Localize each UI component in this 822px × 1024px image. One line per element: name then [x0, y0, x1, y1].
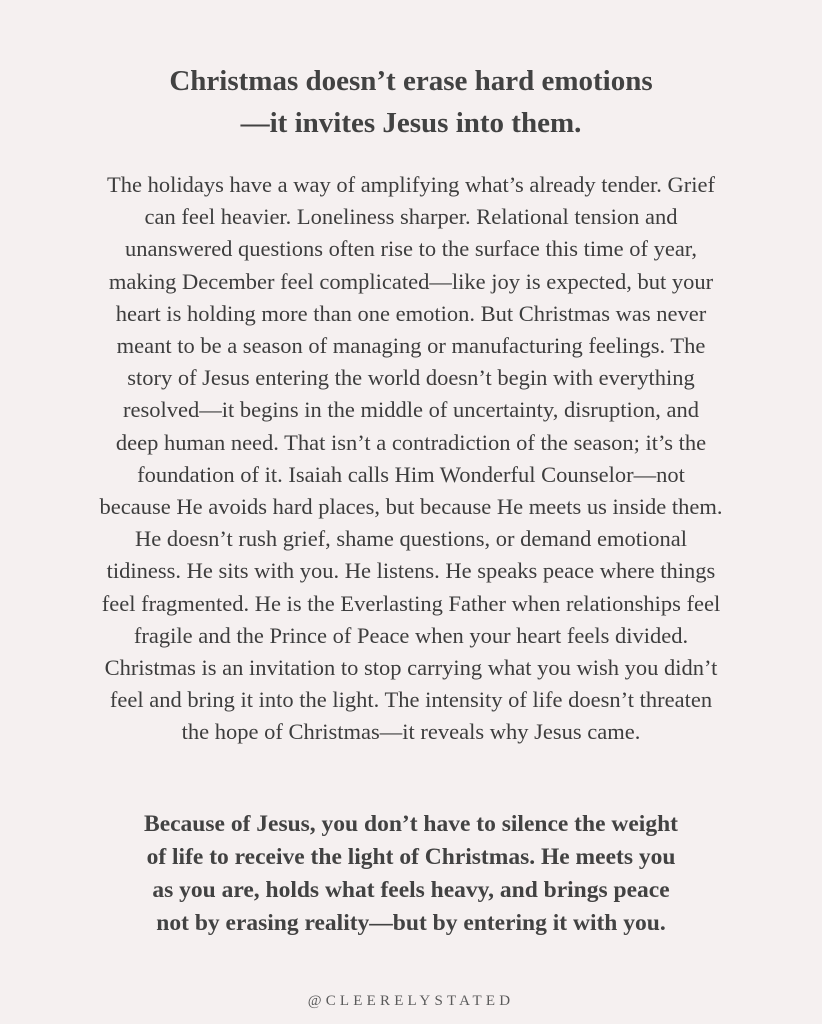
body-line: meant to be a season of managing or manufacturing feelings. The: [116, 333, 706, 359]
body-line: the hope of Christmas—it reveals why Jesus came.: [181, 719, 641, 745]
body-line: foundation of it. Isaiah calls Him Wonderful Counselor—not: [137, 461, 685, 487]
body-line: He doesn’t rush grief, shame questions, or demand emotional: [135, 526, 687, 552]
body-line: Christmas is an invitation to stop carrying what you wish you didn’t: [104, 655, 718, 681]
body-line: unanswered questions often rise to the surface this time of year,: [124, 236, 698, 262]
closing-line: as you are, holds what feels heavy, and brings peace: [152, 877, 670, 903]
closing-line: not by erasing reality—but by entering it with you.: [156, 910, 666, 936]
body-line: fragile and the Prince of Peace when your heart feels divided.: [133, 622, 689, 648]
body-line: deep human need. That isn’t a contradiction of the season; it’s the: [115, 429, 707, 455]
body-line: feel fragmented. He is the Everlasting Father when relationships feel: [101, 590, 721, 616]
closing-line: Because of Jesus, you don’t have to silence the weight: [144, 811, 678, 837]
title: [0, 60, 822, 144]
title-line: Christmas doesn’t erase hard emotions: [169, 65, 653, 97]
body-line: making December feel complicated—like joy is expected, but your: [108, 268, 714, 294]
body-line: The holidays have a way of amplifying what’s already tender. Grief: [107, 172, 715, 197]
body-paragraph: [40, 169, 782, 749]
body-line: feel and bring it into the light. The intensity of life doesn’t threaten: [109, 687, 713, 713]
body-line: tidiness. He sits with you. He listens. He speaks peace where things: [106, 558, 716, 584]
body-line: can feel heavier. Loneliness sharper. Relational tension and: [144, 204, 678, 230]
body-line: story of Jesus entering the world doesn’t begin with everything: [127, 365, 695, 391]
closing-statement: [40, 808, 782, 940]
author-handle: @CLEERELYSTATED: [307, 993, 515, 1009]
body-line: because He avoids hard places, but because He meets us inside them.: [99, 494, 723, 520]
body-line: resolved—it begins in the middle of uncertainty, disruption, and: [123, 397, 699, 423]
body-line: heart is holding more than one emotion. But Christmas was never: [115, 300, 707, 326]
title-line: —it invites Jesus into them.: [240, 107, 582, 139]
closing-line: of life to receive the light of Christmas. He meets you: [146, 844, 676, 870]
